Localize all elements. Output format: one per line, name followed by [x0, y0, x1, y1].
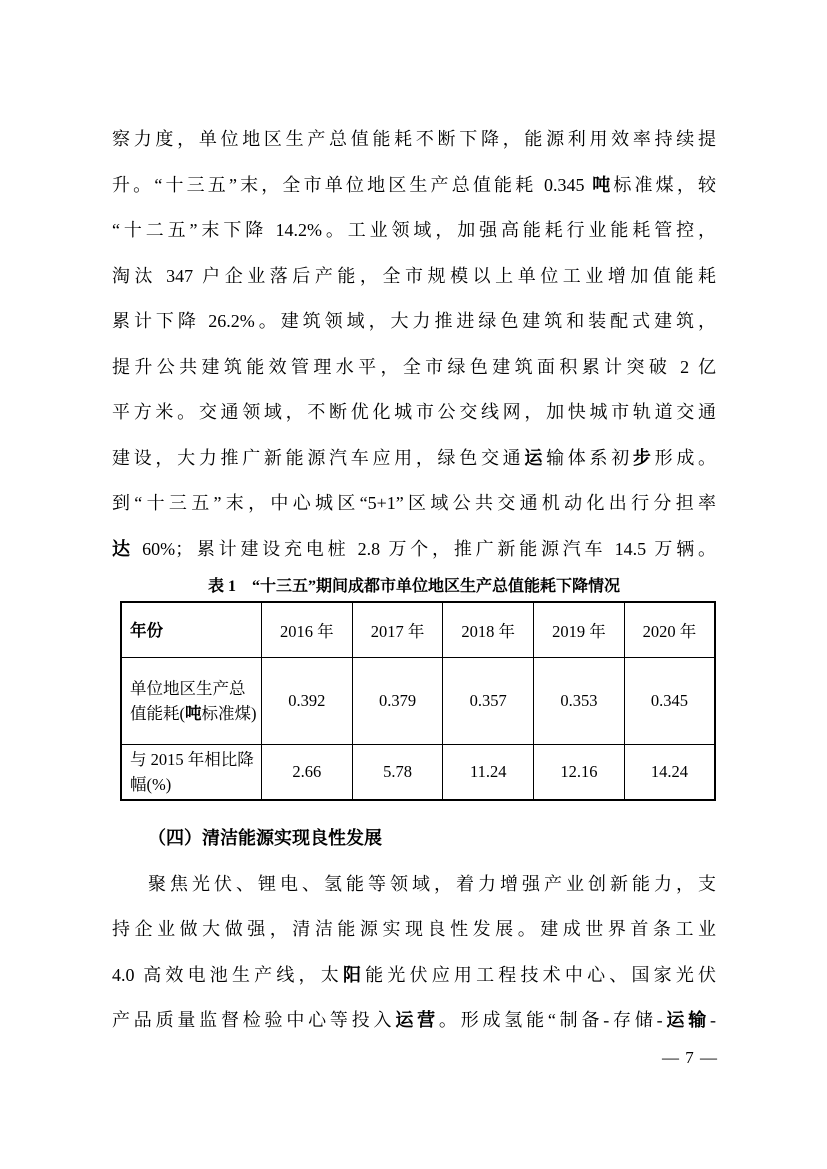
text-line: 产品质量监督检验中心等投入运营。形成氢能“制备-存储-运输- [112, 1010, 716, 1030]
section-heading-clean-energy: （四）清洁能源实现良性发展 [148, 828, 382, 848]
cell-intensity-2016: 0.392 [262, 658, 353, 745]
cell-drop-2018: 11.24 [443, 745, 534, 801]
text-line: 淘汰 347 户企业落后产能，全市规模以上单位工业增加值能耗 [112, 265, 716, 286]
text-line: 平方米。交通领域，不断优化城市公交线网，加快城市轨道交通 [112, 402, 716, 422]
cell-intensity-2019: 0.353 [534, 658, 625, 745]
table-header-2017: 2017 年 [352, 602, 443, 658]
cell-intensity-2018: 0.357 [443, 658, 534, 745]
table-header-2018: 2018 年 [443, 602, 534, 658]
page-number: — 7 — [662, 1048, 718, 1067]
energy-consumption-table [120, 601, 716, 801]
table-row-intensity [121, 658, 715, 745]
table-header-2019: 2019 年 [534, 602, 625, 658]
cell-drop-2017: 5.78 [352, 745, 443, 801]
cell-intensity-2020: 0.345 [624, 658, 715, 745]
row-label-intensity: 单位地区生产总值能耗(吨标准煤) [121, 658, 262, 745]
text-line: 察力度，单位地区生产总值能耗不断下降，能源利用效率持续提 [112, 129, 716, 149]
table-header-year-label: 年份 [121, 602, 262, 658]
table-caption: 表 1 “十三五”期间成都市单位地区生产总值能耗下降情况 [207, 578, 620, 595]
paragraph-clean-energy [112, 862, 716, 1044]
table-header-2020: 2020 年 [624, 602, 715, 658]
cell-intensity-2017: 0.379 [352, 658, 443, 745]
text-line: 提升公共建筑能效管理水平，全市绿色建筑面积累计突破 2 亿 [112, 356, 716, 377]
text-line: 到“十三五”末，中心城区“5+1”区域公共交通机动化出行分担率 [112, 493, 716, 513]
text-line: 升。“十三五”末，全市单位地区生产总值能耗 0.345 吨标准煤，较 [112, 174, 716, 195]
table-header-row [121, 602, 715, 658]
table-row-drop [121, 745, 715, 801]
text-line: “十二五”末下降 14.2%。工业领域，加强高能耗行业能耗管控， [112, 220, 716, 240]
row-label-drop: 与 2015 年相比降幅(%) [121, 745, 262, 801]
text-line: 聚焦光伏、锂电、氢能等领域，着力增强产业创新能力，支 [148, 873, 716, 894]
text-line: 达 60%；累计建设充电桩 2.8 万个，推广新能源汽车 14.5 万辆。 [112, 538, 716, 559]
cell-drop-2020: 14.24 [624, 745, 715, 801]
text-line: 4.0 高效电池生产线，太阳能光伏应用工程技术中心、国家光伏 [112, 964, 716, 985]
text-line: 持企业做大做强，清洁能源实现良性发展。建成世界首条工业 [112, 919, 716, 939]
table-header-2016: 2016 年 [262, 602, 353, 658]
cell-drop-2019: 12.16 [534, 745, 625, 801]
paragraph-energy-intensity [112, 117, 716, 572]
page-content [112, 117, 716, 1044]
text-line: 建设，大力推广新能源汽车应用，绿色交通运输体系初步形成。 [112, 447, 716, 468]
cell-drop-2016: 2.66 [262, 745, 353, 801]
text-line: 累计下降 26.2%。建筑领域，大力推进绿色建筑和装配式建筑， [112, 311, 716, 331]
